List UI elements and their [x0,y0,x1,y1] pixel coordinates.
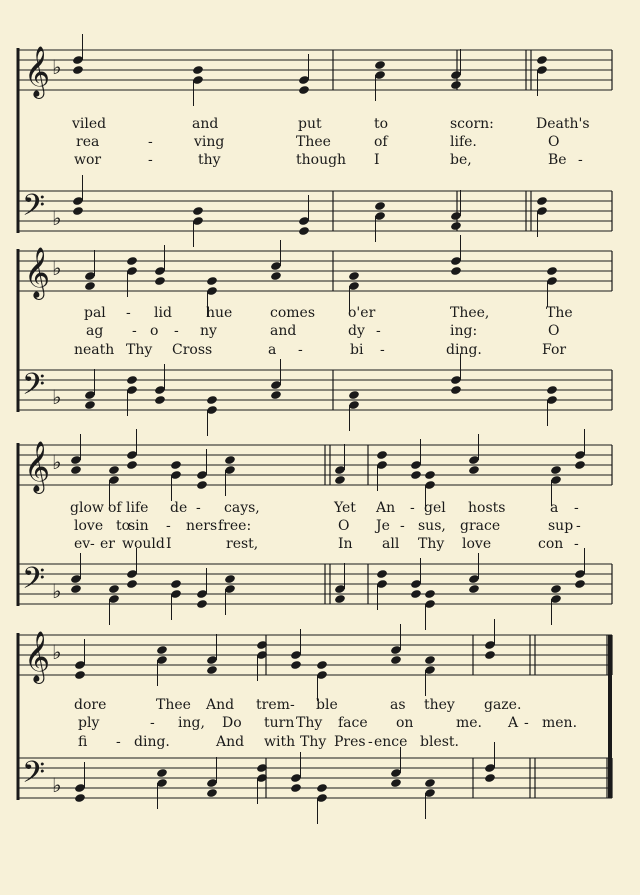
note-head [70,584,82,594]
treble-clef-icon: 𝄞 [24,46,51,97]
system-3 [18,429,612,630]
note-head [206,665,218,675]
lyric-syllable: O [548,134,560,150]
lyric-syllable: - [578,152,583,168]
lyric-syllable: pal [84,305,106,321]
note-head [574,579,586,589]
note-head [84,400,96,410]
lyric-syllable: as [390,697,406,713]
bass-clef-icon: 𝄢 [22,562,46,603]
lyric-syllable: gaze. [484,697,522,713]
lyric-syllable: put [298,116,322,132]
lyric-syllable: Je [376,518,390,534]
lyric-syllable: sin [128,518,149,534]
lyric-syllable: - [574,536,579,552]
note-head [298,85,310,95]
note-head [298,226,310,236]
lyric-syllable: hue [206,305,233,321]
note-head [536,55,548,65]
lyric-syllable: face [338,715,368,731]
note-head [108,465,120,475]
lyric-syllable: ence [374,734,408,750]
lyric-syllable: cays, [224,500,260,516]
lyric-syllable: Thee, [450,305,490,321]
treble-staff [18,34,612,106]
lyric-syllable: be, [450,152,472,168]
note-head [376,450,388,460]
lyric-syllable: to [116,518,131,534]
flat-key-signature-icon: ♭ [52,55,62,79]
note-head [484,650,496,660]
lyric-syllable: - [524,715,529,731]
note-head [546,385,558,395]
note-head [546,266,558,276]
bass-staff [18,354,612,436]
note-head [72,65,84,75]
lyric-syllable: comes [270,305,316,321]
lyric-syllable: - [410,500,415,516]
lyric-syllable: ners [186,518,218,534]
lyric-syllable: - [298,342,303,358]
lyric-syllable: would [122,536,165,552]
lyric-syllable: gel [424,500,446,516]
lyric-syllable: trem [256,697,290,713]
lyric-syllable: lid [154,305,172,321]
lyric-syllable: thy [198,152,221,168]
lyric-syllable: ag [86,323,104,339]
note-head [224,455,236,465]
flat-key-signature-icon: ♭ [52,579,62,603]
lyric-syllable: o'er [348,305,376,321]
lyric-syllable: Death's [536,116,590,132]
lyric-syllable: rest, [226,536,259,552]
note-head [224,574,236,584]
lyric-syllable: and [192,116,219,132]
lyric-syllable: And [206,697,235,713]
lyric-syllable: they [424,697,455,713]
lyric-syllable: - [368,734,373,750]
lyric-syllable: and [270,323,297,339]
lyric-syllable: fi [78,734,88,750]
note-head [334,475,346,485]
lyric-syllable: though [296,152,347,168]
lyric-syllable: O [338,518,350,534]
treble-clef-icon: 𝄞 [24,441,51,492]
lyric-syllable: Thy [418,536,445,552]
system-2 [18,235,612,436]
note-head [108,584,120,594]
lyric-syllable: love [462,536,492,552]
lyric-syllable: dore [74,697,107,713]
note-head [410,589,422,599]
flat-key-signature-icon: ♭ [52,640,62,664]
lyric-syllable: neath [74,342,115,358]
note-head [206,788,218,798]
note-head [84,281,96,291]
lyric-syllable: free: [218,518,252,534]
lyric-syllable: I [374,152,380,168]
lyric-syllable: Thee [296,134,331,150]
lyric-syllable: - [90,536,95,552]
lyric-syllable: con [538,536,564,552]
note-head [126,375,138,385]
note-head [192,206,204,216]
lyric-syllable: And [216,734,245,750]
lyric-syllable: glow [70,500,104,516]
lyric-syllable: ing, [178,715,205,731]
lyric-syllable: - [116,734,121,750]
lyric-syllable: love [74,518,104,534]
note-head [450,266,462,276]
note-head [156,768,168,778]
note-head [206,395,218,405]
note-head [290,660,302,670]
flat-key-signature-icon: ♭ [52,385,62,409]
note-head [450,80,462,90]
note-head [196,599,208,609]
note-head [290,783,302,793]
lyric-syllable: me. [456,715,483,731]
note-head [348,390,360,400]
note-head [574,460,586,470]
lyric-syllable: er [100,536,115,552]
lyric-syllable: ding. [134,734,170,750]
lyric-syllable: For [542,342,567,358]
lyric-syllable: - [150,715,155,731]
bass-clef-icon: 𝄢 [22,756,46,797]
note-head [424,470,436,480]
lyric-syllable: o [150,323,159,339]
lyric-syllable: Thy [296,715,323,731]
note-head [192,65,204,75]
lyric-syllable: sus, [418,518,446,534]
lyric-syllable: a [268,342,277,358]
bass-clef-icon: 𝄢 [22,189,46,230]
note-head [126,579,138,589]
note-head [424,778,436,788]
note-head [334,594,346,604]
lyric-syllable: - [400,518,405,534]
lyric-syllable: on [396,715,414,731]
lyric-syllable: ing: [450,323,478,339]
lyric-syllable: - [576,518,581,534]
note-head [316,660,328,670]
note-head [390,655,402,665]
lyric-syllable: - [574,500,579,516]
lyric-syllable: - [174,323,179,339]
note-head [154,395,166,405]
lyric-syllable: with [264,734,296,750]
flat-key-signature-icon: ♭ [52,450,62,474]
note-head [126,256,138,266]
lyric-syllable: ding. [446,342,482,358]
lyric-syllable: grace [460,518,501,534]
lyric-syllable: rea [76,134,100,150]
note-head [484,773,496,783]
note-head [154,276,166,286]
lyric-syllable: O [548,323,560,339]
note-head [450,221,462,231]
lyric-syllable: scorn: [450,116,494,132]
lyric-syllable: hosts [468,500,506,516]
lyric-syllable: viled [72,116,107,132]
note-head [424,655,436,665]
bass-staff [18,548,612,630]
lyric-syllable: The [546,305,573,321]
lyric-syllable: ble [316,697,338,713]
note-head [74,670,86,680]
note-head [424,589,436,599]
lyric-syllable: of [374,134,388,150]
lyric-syllable: - [148,152,153,168]
note-head [550,465,562,475]
note-head [270,271,282,281]
lyric-syllable: a [550,500,559,516]
note-head [170,460,182,470]
note-head [206,276,218,286]
lyric-syllable: Thy [300,734,327,750]
final-barline [608,635,612,798]
flat-key-signature-icon: ♭ [52,256,62,280]
lyric-syllable: - [290,697,295,713]
lyric-syllable: Be [548,152,567,168]
lyric-syllable: turn [264,715,295,731]
flat-key-signature-icon: ♭ [52,773,62,797]
note-head [374,60,386,70]
note-head [550,584,562,594]
lyric-syllable: Thee [156,697,191,713]
note-head [70,465,82,475]
note-head [74,793,86,803]
lyric-syllable: - [380,342,385,358]
treble-staff [18,619,612,701]
note-head [410,470,422,480]
lyric-syllable: Cross [172,342,213,358]
note-head [376,569,388,579]
treble-staff [18,429,612,511]
lyric-syllable: all [382,536,400,552]
lyric-syllable: life. [450,134,477,150]
note-head [390,778,402,788]
note-head [348,271,360,281]
lyric-syllable: life [126,500,149,516]
note-head [170,579,182,589]
flat-key-signature-icon: ♭ [52,206,62,230]
note-head [468,584,480,594]
note-head [374,201,386,211]
note-head [536,196,548,206]
lyric-syllable: - [376,323,381,339]
lyric-syllable: to [374,116,389,132]
lyric-syllable: - [132,323,137,339]
bass-staff [18,175,612,247]
lyric-syllable: Thy [126,342,153,358]
note-head [450,385,462,395]
note-head [316,783,328,793]
lyric-syllable: A [508,715,519,731]
lyric-syllable: I [166,536,172,552]
lyric-syllable: ny [200,323,217,339]
lyric-syllable: de [170,500,188,516]
note-head [270,390,282,400]
lyric-syllable: - [126,305,131,321]
treble-clef-icon: 𝄞 [24,631,51,682]
lyric-syllable: bi [350,342,364,358]
lyric-syllable: blest. [420,734,459,750]
lyric-syllable: An [376,500,396,516]
lyric-syllable: - [148,134,153,150]
note-head [468,465,480,475]
note-head [156,645,168,655]
bass-clef-icon: 𝄢 [22,368,46,409]
note-head [196,480,208,490]
lyric-syllable: wor [74,152,102,168]
lyric-syllable: men. [542,715,578,731]
treble-clef-icon: 𝄞 [24,247,51,298]
lyric-syllable: ving [194,134,225,150]
lyric-syllable: dy [348,323,365,339]
lyric-syllable: ev [74,536,91,552]
lyric-syllable: Do [222,715,242,731]
note-head [72,206,84,216]
lyric-syllable: ply [78,715,100,731]
lyric-syllable: sup [548,518,574,534]
lyric-syllable: - [166,518,171,534]
lyric-syllable: Pres [334,734,366,750]
lyric-syllable: Yet [334,500,356,516]
note-head [126,460,138,470]
lyric-syllable: In [338,536,353,552]
lyric-syllable: - [196,500,201,516]
lyric-syllable: of [108,500,122,516]
bass-staff [18,742,612,824]
